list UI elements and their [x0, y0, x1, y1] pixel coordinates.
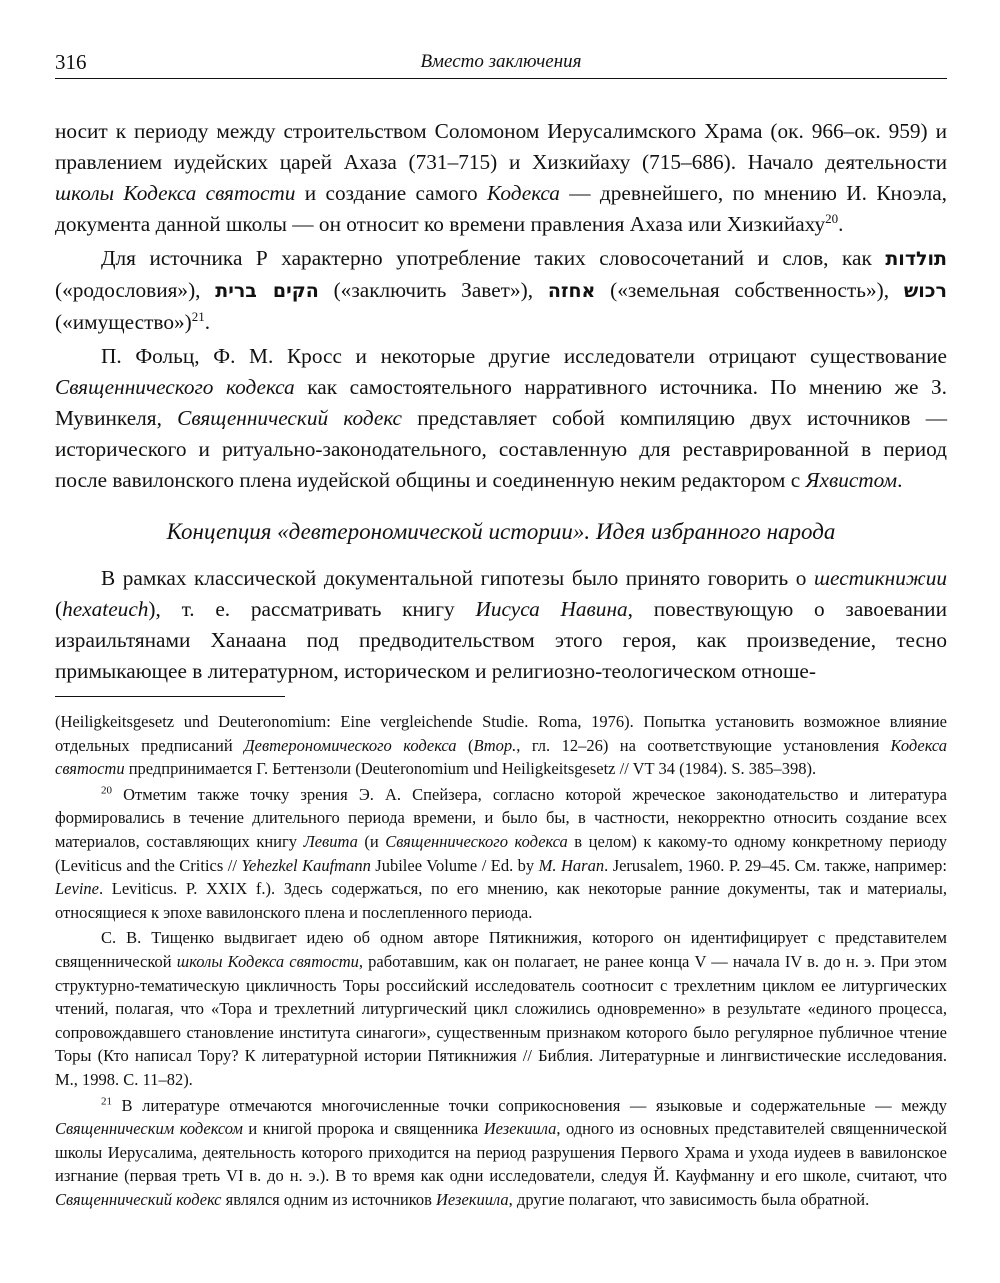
italic-text: Levine — [55, 879, 99, 899]
footnotes — [55, 710, 947, 1211]
footnote-continuation — [55, 710, 947, 781]
italic-text: Священнического кодекса — [385, 831, 568, 851]
hebrew-term: תולדות — [885, 248, 947, 270]
italic-text: Кодекса — [487, 181, 560, 205]
text: П. Фольц, Ф. М. Кросс и некоторые другие исследователи отрицают существование — [101, 344, 947, 368]
paragraph-2 — [55, 243, 947, 338]
text: С. В. Тищенко выдвигает идею об одном авторе Пятикнижия, которого он идентифицирует с представителем священнической — [55, 928, 947, 971]
footnote-number: 20 — [101, 784, 112, 797]
text: и книгой пророка и священника — [242, 1119, 484, 1139]
text: и создание самого — [295, 181, 488, 205]
text: в целом) к какому-то одному конкретному периоду (Leviticus and the Critics // — [55, 831, 947, 875]
text: представляет собой компиляцию двух источников — исторического и ритуально-законодательного, составленную для реставрированной в период после вавилонского плена иудейской общины и соединенную неким редактором с — [55, 406, 948, 492]
text: («земельная собственность»), — [595, 278, 904, 302]
text: («имущество») — [55, 310, 192, 334]
italic-text: Священническим кодексом — [55, 1119, 243, 1139]
italic-text: Девтерономического кодекса — [244, 735, 457, 755]
text: («заключить Завет»), — [318, 278, 548, 302]
text: (Heiligkeitsgesetz und Deuteronomium: Eine vergleichende Studie. Roma, 1976). Попытка установить возможное влияние отдельных предписаний — [55, 712, 947, 755]
italic-text: Священнического кодекса — [55, 375, 295, 399]
italic-text: Иезекиила — [483, 1119, 557, 1139]
text: , гл. 12–26) на соответствующие установления — [516, 735, 891, 755]
text: предпринимается Г. Беттензоли (Deuteronomium und Heiligkeitsgesetz // VT 34 (1984). S. 385–398). — [124, 759, 817, 779]
footnote-ref-21[interactable]: 21 — [191, 308, 205, 324]
footnote-20 — [55, 783, 947, 925]
text: ( — [55, 597, 63, 621]
text: , работавшим, как он полагает, не ранее конца V — начала IV в. до н. э. При этом структурно-тематическую цикличность Торы российский исследователь соотносит с трехлетним циклом ее литургических чтений, полагая, что «Тора и трехлетний литургический цикл сложились одновременно» в результате «единого процесса, сопровождавшего становление института синагоги», существенным признаком которого было регулярное публичное чтение Торы (Кто написал Тору? К литературной истории Пятикнижия // Библия. Литературные и лингвистические исследования. М., 1998. С. 11–82). — [55, 951, 947, 1089]
running-title: Вместо заключения — [420, 51, 582, 72]
paragraph-1 — [55, 116, 947, 240]
italic-text: школы Кодекса святости — [176, 951, 359, 971]
hebrew-term: רכוש — [903, 280, 947, 302]
text: , одного из основных представителей священнической школы Иерусалима, деятельность которого приходится на период разрушения Первого Храма и ухода иудеев в вавилонское изгнание (первая треть VI в. до н. э.). В то время как одни исследователи, следуя Й. Кауфманну и его школе, считают, что — [55, 1119, 947, 1186]
text: . Jerusalem, 1960. P. 29–45. См. также, например: — [604, 855, 947, 875]
section-heading: Концепция «девтерономической истории». Идея избранного народа — [166, 519, 836, 544]
footnote-21 — [55, 1094, 947, 1212]
italic-text: Втор. — [473, 735, 517, 755]
page-number: 316 — [55, 50, 87, 74]
footnote-ref-20[interactable]: 20 — [825, 210, 839, 226]
footnote-20-continued — [55, 926, 947, 1091]
italic-text: hexateuch — [62, 597, 149, 621]
main-text — [55, 116, 947, 687]
text: ( — [456, 735, 474, 755]
text: , другие полагают, что зависимость была обратной. — [508, 1189, 870, 1209]
text: как самостоятельного нарративного источника. По мнению же З. Мувинкеля, — [55, 375, 947, 430]
footnote-divider — [55, 696, 285, 697]
hebrew-term: הקים ברית — [215, 280, 319, 302]
italic-text: Иисуса Навина — [475, 597, 628, 621]
text: являлся одним из источников — [221, 1189, 437, 1209]
page-header — [55, 48, 947, 79]
text: — древнейшего, по мнению И. Кноэла, документа данной школы — он относит ко времени правления Ахаза или Хизкийаху — [55, 181, 947, 236]
italic-text: Яхвистом — [805, 468, 898, 492]
italic-text: M. Haran — [538, 855, 605, 875]
italic-text: Левита — [303, 831, 358, 851]
hebrew-term: אחזה — [547, 280, 596, 302]
text: Jubilee Volume / Ed. by — [370, 855, 539, 875]
text: В рамках классической документальной гипотезы было принято говорить о — [101, 566, 814, 590]
text: . — [838, 212, 844, 236]
text: Отметим также точку зрения Э. А. Спейзера, согласно которой жреческое законодательство и литература формировались в течение длительного периода времени, и было бы, в частности, некорректно относить создание всех материалов, составляющих книгу — [55, 784, 947, 851]
text: Для источника Р характерно употребление таких словосочетаний и слов, как — [101, 246, 886, 270]
footnote-number: 21 — [101, 1095, 112, 1107]
paragraph-3 — [55, 341, 947, 496]
text: , повествующую о завоевании израильтянами Ханаана под предводительством этого героя, как произведение, тесно примыкающее в литературном, историческом и религиозно-теологическом отноше- — [55, 597, 947, 683]
italic-text: Кодекса святости — [55, 735, 947, 779]
text: . — [897, 468, 903, 492]
paragraph-4 — [55, 563, 947, 687]
italic-text: Священнический кодекс — [177, 406, 402, 430]
italic-text: Иезекиила — [436, 1189, 509, 1209]
text: . Leviticus. P. XXIX f.). Здесь содержаться, по его мнению, как некоторые ранние документы, так и материалы, относящиеся к эпохе вавилонского плена и послепленного периода. — [55, 879, 947, 922]
text: носит к периоду между строительством Соломоном Иерусалимского Храма (ок. 966–ок. 959) и правлением иудейских царей Ахаза (731–715) и Хизкийаху (715–686). Начало деятельности — [55, 119, 947, 174]
italic-text: Священнический кодекс — [55, 1189, 222, 1209]
text: ), т. е. рассматривать книгу — [148, 597, 476, 621]
text: («родословия»), — [55, 278, 216, 302]
text: (и — [357, 831, 386, 851]
italic-text: шестикнижии — [813, 566, 947, 590]
text: . — [204, 310, 211, 334]
text: В литературе отмечаются многочисленные точки соприкосновения — языковые и содержательные — между — [112, 1095, 947, 1115]
italic-text: Yehezkel Kaufmann — [241, 855, 371, 875]
italic-text: школы Кодекса святости — [55, 181, 296, 205]
